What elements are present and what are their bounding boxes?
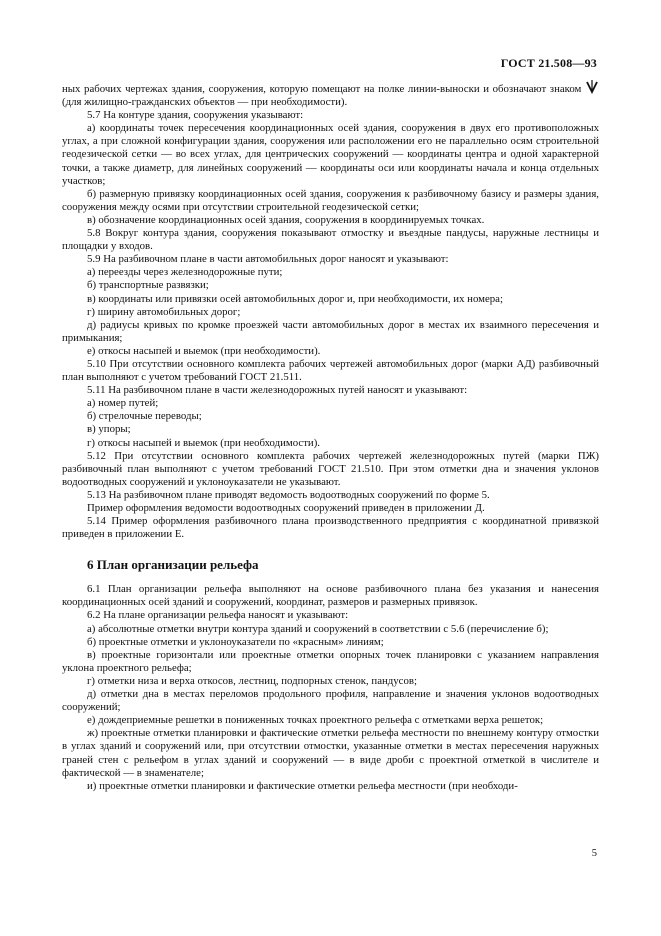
paragraph: а) координаты точек пересечения координационных осей здания, сооружения в двух его противоположных углах, а при сложной конфигурации здания, сооружения или расположении его не параллельно осям строительной геодезической сетки — во всех углах, для центрических сооружений — координаты центра и одной характерной точки, а также диаметр, для линейных сооружений — координаты оси или координаты начала и конца отдельных участков; (62, 122, 599, 187)
intro-text-before: ных рабочих чертежах здания, сооружения, которую помещают на полке линии-выноски и обозначают знаком (62, 83, 582, 95)
paragraph: и) проектные отметки планировки и фактические отметки рельефа местности (при необходи- (87, 779, 518, 792)
paragraph: б) транспортные развязки; (87, 279, 209, 292)
paragraph: 6.1 План организации рельефа выполняют на основе разбивочного плана без указания и нанесения координационных осей зданий и сооружений, координат, размеров и размерных привязок. (62, 583, 599, 609)
paragraph: г) откосы насыпей и выемок (при необходимости). (87, 436, 320, 449)
paragraph: Пример оформления ведомости водоотводных сооружений приведен в приложении Д. (87, 502, 485, 514)
paragraph: г) ширину автомобильных дорог; (87, 305, 241, 318)
doc-code-header: ГОСТ 21.508—93 (500, 56, 597, 70)
paragraph: а) переезды через железнодорожные пути; (87, 266, 283, 279)
section5-paragraphs (62, 109, 599, 541)
paragraph: в) координаты или привязки осей автомобильных дорог и, при необходимости, их номера; (87, 292, 503, 305)
paragraph: 5.9 На разбивочном плане в части автомобильных дорог наносят и указывают: (87, 253, 449, 266)
document-body (62, 80, 599, 793)
paragraph: а) номер путей; (87, 397, 159, 410)
paragraph: д) радиусы кривых по кромке проезжей части автомобильных дорог в местах их взаимного пересечения и примыкания; (62, 318, 599, 344)
paragraph: д) отметки дна в местах переломов продольного профиля, направление и значения уклонов водоотводных сооружений; (62, 688, 599, 714)
paragraph: б) стрелочные переводы; (87, 410, 202, 423)
paragraph: е) откосы насыпей и выемок (при необходимости). (87, 344, 321, 357)
paragraph: 5.14 Пример оформления разбивочного плана производственного предприятия с координатной привязкой приведен в приложении Е. (62, 515, 599, 541)
section-6-title: 6 План организации рельефа (87, 557, 259, 573)
paragraph: г) отметки низа и верха откосов, лестниц, подпорных стенок, пандусов; (87, 674, 417, 687)
paragraph: 5.10 При отсутствии основного комплекта рабочих чертежей автомобильных дорог (марки АД) разбивочный план выполняют с учетом требований ГОСТ 21.511. (62, 357, 599, 384)
paragraph: 5.11 На разбивочном плане в части железнодорожных путей наносят и указывают: (87, 384, 468, 397)
paragraph: 6.2 На плане организации рельефа наносят и указывают: (87, 609, 349, 622)
paragraph: 5.8 Вокруг контура здания, сооружения показывают отмостку и въездные пандусы, наружные лестницы и площадки у входов. (62, 227, 599, 253)
paragraph: ж) проектные отметки планировки и фактические отметки рельефа местности по внешнему контуру отмостки в углах зданий и сооружений или, при отсутствии отмостки, указанные отметки в местах пересечения наружных граней стен с рельефом в углах зданий и сооружений — в виде дроби с проектной отметкой в числителе и фактической — в знаменателе; (62, 727, 599, 779)
paragraph: б) проектные отметки и уклоноуказатели по «красным» линиям; (87, 635, 384, 648)
down-arrow-icon (585, 80, 599, 92)
paragraph: е) дождеприемные решетки в пониженных точках проектного рельефа с отметками верха решеток; (87, 714, 544, 727)
paragraph: а) абсолютные отметки внутри контура зданий и сооружений в соответствии с 5.6 (перечисление б); (87, 622, 549, 635)
paragraph: 5.12 При отсутствии основного комплекта рабочих чертежей железнодорожных путей (марки ПЖ) разбивочный план выполняют с учетом требований ГОСТ 21.510. При этом отметки дна и значения уклонов водоотводных сооружений и уклоноуказатели не указывают. (62, 449, 599, 488)
section6-paragraphs (62, 583, 599, 793)
paragraph: в) упоры; (87, 423, 131, 436)
paragraph: в) проектные горизонтали или проектные отметки опорных точек планировки с указанием направления уклона проектного рельефа; (62, 648, 599, 674)
paragraph: б) размерную привязку координационных осей здания, сооружения к разбивочному базису и размеры здания, сооружения между осями при отсутствии строительной геодезической сетки; (62, 187, 599, 213)
intro-text-after: (для жилищно-гражданских объектов — при необходимости). (62, 96, 348, 109)
page-number: 5 (591, 848, 597, 859)
paragraph: в) обозначение координационных осей здания, сооружения в координируемых точках. (87, 213, 485, 226)
intro-paragraph (62, 80, 599, 109)
paragraph: 5.13 На разбивочном плане приводят ведомость водоотводных сооружений по форме 5. (87, 488, 490, 501)
paragraph: 5.7 На контуре здания, сооружения указывают: (87, 109, 304, 122)
